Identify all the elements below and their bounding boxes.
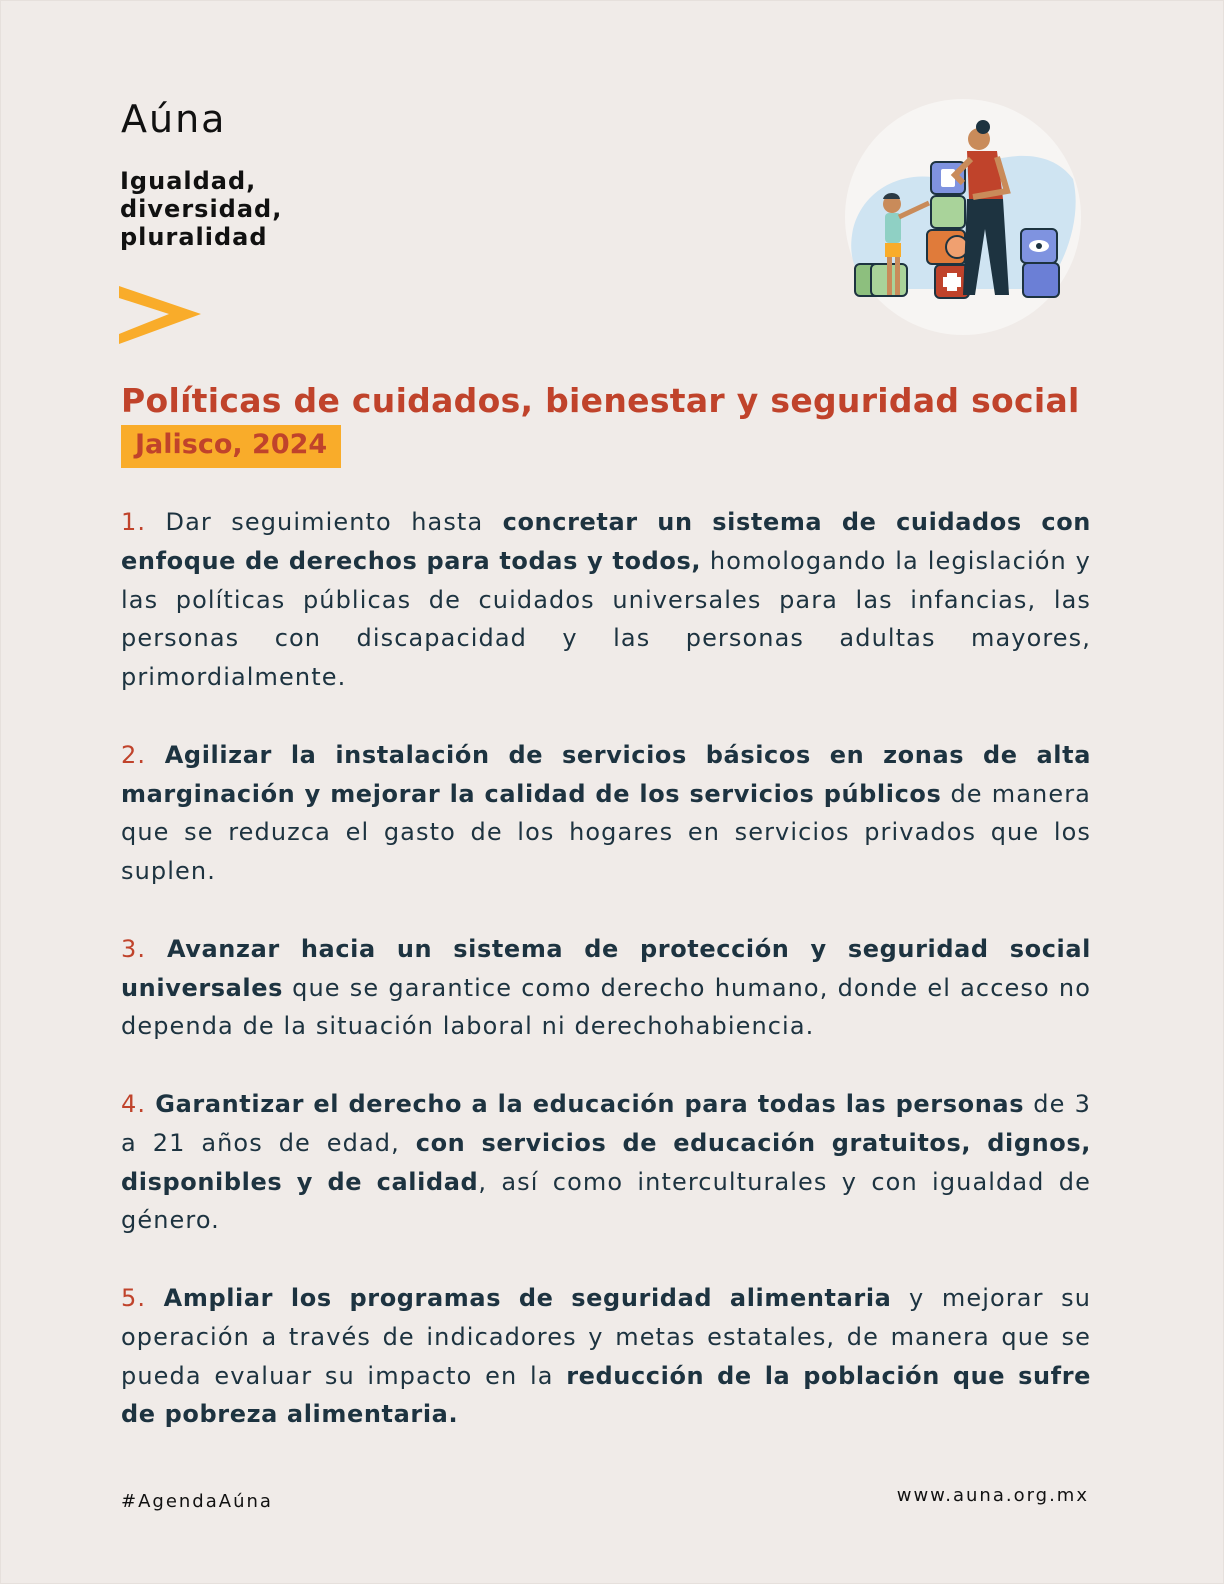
website-link[interactable]: www.auna.org.mx	[896, 1485, 1089, 1506]
auna-logo: Aúna	[121, 97, 227, 141]
policy-text: que se garantice como derecho humano, donde el acceso no dependa de la situación laboral ni derechohabiencia.	[121, 973, 1091, 1041]
policy-text	[146, 1284, 164, 1312]
policy-number: 4.	[121, 1089, 147, 1118]
policy-item	[121, 1279, 1091, 1434]
policy-text-bold: reducción de la población que sufre de pobreza alimentaria.	[121, 1361, 1092, 1429]
policy-item	[121, 736, 1091, 891]
policy-text-bold: Avanzar hacia un sistema de protección y seguridad social universales	[121, 934, 1092, 1002]
tagline-line: pluralidad	[120, 223, 268, 251]
policy-text-bold: Garantizar el derecho a la educación para todas las personas	[155, 1089, 1025, 1118]
policy-item	[121, 1085, 1091, 1240]
policy-text: de manera que se reduzca el gasto de los hogares en servicios privados que los suplen.	[121, 779, 1091, 886]
chevron-arrow-icon	[119, 286, 201, 346]
policy-text: de 3 a 21 años de edad,	[121, 1089, 1091, 1157]
care-illustration	[843, 99, 1083, 339]
policy-text: , así como interculturales y con igualdad de género.	[121, 1167, 1092, 1235]
policy-text: Dar seguimiento hasta	[146, 508, 503, 536]
subtitle-badge: Jalisco, 2024	[121, 425, 341, 468]
policy-number: 3.	[121, 934, 147, 963]
policy-text: y mejorar su operación a través de indicadores y metas estatales, de manera que se pueda evaluar su impacto en la	[121, 1283, 1092, 1390]
policy-text	[146, 935, 167, 963]
policy-item	[121, 503, 1091, 697]
tagline	[120, 167, 282, 251]
policy-text	[146, 741, 165, 769]
policy-text-bold: con servicios de educación gratuitos, dignos, disponibles y de calidad	[121, 1128, 1091, 1196]
policy-number: 1.	[121, 508, 147, 536]
policy-number: 5.	[121, 1283, 147, 1312]
policy-text: homologando la legislación y las políticas públicas de cuidados universales para las infancias, las personas con discapacidad y las personas adultas mayores, primordialmente.	[121, 546, 1091, 692]
policy-text-bold: Agilizar la instalación de servicios básicos en zonas de alta marginación y mejorar la calidad de los servicios públicos	[121, 740, 1091, 808]
tagline-line: diversidad,	[120, 195, 283, 223]
hashtag: #AgendaAúna	[121, 1491, 273, 1512]
policy-text-bold: concretar un sistema de cuidados con enfoque de derechos para todas y todos,	[121, 508, 1091, 575]
policy-list	[121, 503, 1091, 1473]
page-title: Políticas de cuidados, bienestar y seguridad social	[121, 381, 1080, 420]
policy-number: 2.	[121, 740, 147, 769]
policy-text-bold: Ampliar los programas de seguridad alimentaria	[163, 1283, 892, 1312]
policy-item	[121, 930, 1091, 1046]
policy-text	[146, 1090, 155, 1118]
tagline-line: Igualdad,	[120, 167, 257, 195]
